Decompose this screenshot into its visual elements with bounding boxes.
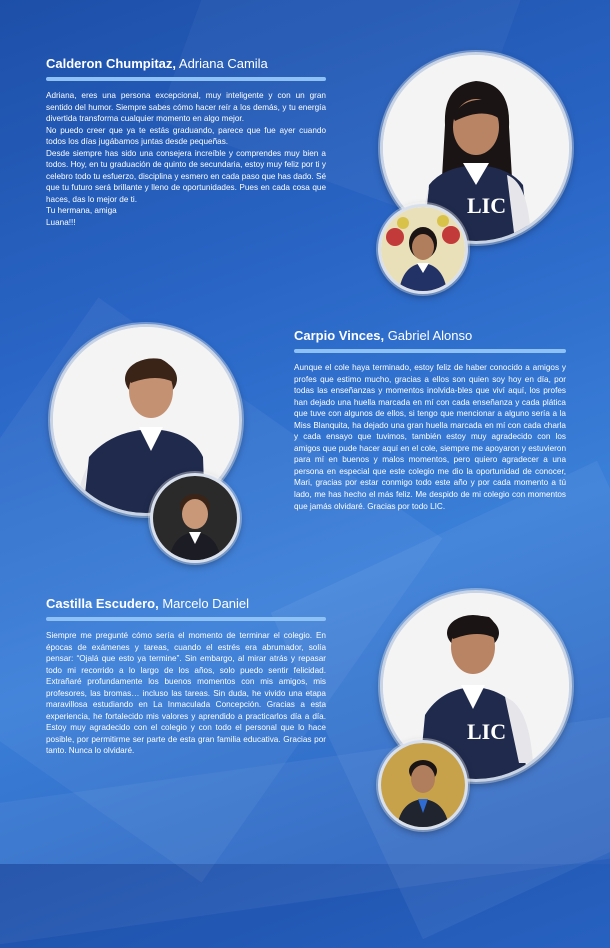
childhood-photo <box>378 204 468 294</box>
student-entry-carpio <box>294 328 566 512</box>
student-surname: Carpio Vinces, <box>294 328 385 343</box>
childhood-illustration <box>381 743 465 827</box>
name-underline <box>46 617 326 621</box>
dedication-message <box>46 90 326 229</box>
student-entry-castilla <box>46 596 326 757</box>
student-surname: Calderon Chumpitaz, <box>46 56 177 71</box>
message-paragraph: Siempre me pregunté cómo sería el momento de terminar el colegio. En épocas de exámenes y tareas, cuando el estrés era abrumador, solía pensar: “Ojalá que esto ya termine”. Sin embargo, al mirar atrás y repasar todo mi recorrido a lo largo de los años, solo puedo sentir felicidad. Extrañaré profundamente los buenos momentos con mis amigos, mis profesores, las bromas… incluso las tareas. Sin duda, he vivido una etapa maravillosa estudiando en La Inmaculada Concepción. Gracias a esta experiencia, he fortalecido mis valores y aprendido a practicarlos día a día. Estoy muy agradecido con el colegio y con todo el personal que lo hace posible, por permitirme ser parte de esta gran familia educativa. Gracias por tanto. Nunca lo olvidaré. <box>46 631 326 756</box>
message-signature: Tu hermana, amiga <box>46 206 117 216</box>
message-paragraph: Adriana, eres una persona excepcional, muy inteligente y con un gran sentido del humor. Siempre sabes cómo hacer reír a los demás, y tu energía divertida transforma cualquier momento en algo mejor. <box>46 91 326 124</box>
dedication-message <box>294 362 566 512</box>
childhood-illustration <box>381 207 465 291</box>
student-given-name: Gabriel Alonso <box>384 328 473 343</box>
childhood-illustration <box>153 476 237 560</box>
name-underline <box>294 349 566 353</box>
jacket-monogram: LIC <box>467 193 507 218</box>
student-entry-calderon <box>46 56 326 229</box>
dedication-message <box>46 630 326 757</box>
student-given-name: Adriana Camila <box>176 56 268 71</box>
student-surname: Castilla Escudero, <box>46 596 159 611</box>
message-signature: Luana!!! <box>46 218 76 228</box>
student-name <box>46 596 326 617</box>
student-given-name: Marcelo Daniel <box>158 596 250 611</box>
name-underline <box>46 77 326 81</box>
childhood-photo <box>150 473 240 563</box>
jacket-monogram: LIC <box>467 719 507 744</box>
message-paragraph: No puedo creer que ya te estás graduando, parece que fue ayer cuando todos los días jugábamos juntas desde pequeñas. <box>46 125 326 147</box>
student-name <box>46 56 326 77</box>
message-paragraph: Desde siempre has sido una consejera increíble y comprendes muy bien a todos. Hoy, en tu graduación de quinto de secundaria, estoy muy feliz por ti y celebro todo tu esfuerzo, disciplina y esmero en cada paso que has dado. Sé que tu futuro será brillante y lleno de oportunidades. Pues en cada cosa que haces, das lo mejor de ti. <box>46 148 326 204</box>
childhood-photo <box>378 740 468 830</box>
student-name <box>294 328 566 349</box>
message-paragraph: Aunque el cole haya terminado, estoy feliz de haber conocido a amigos y profes que estimo mucho, gracias a ellos son quien soy hoy en día, por todas las enseñanzas y momentos inolvida-bles que viví aquí, los profes han dejado una huella marcada en mí con cada enseñanza y cada plática que tuve con algunos de ellos, si tengo que mencionar a alguno sería a la Miss Blanquita, ha dejado una gran huella marcada en mí con cada charla y cada ensayo que tuvimos, también estoy muy agradecido con los amigos que pude hacer aquí en el cole, siempre me apoyaron y estuvieron para mí en buenos y malos momentos, pero quiero agradecer a una persona en especial que este colegio me dio la oportunidad de conocer, Mari, gracias por estar conmigo todo este año y por cada momento a tú lado, me has hecho el más feliz. Me despido de mi colegio con momentos que jamás olvidaré. Gracias por todo LIC. <box>294 363 566 511</box>
